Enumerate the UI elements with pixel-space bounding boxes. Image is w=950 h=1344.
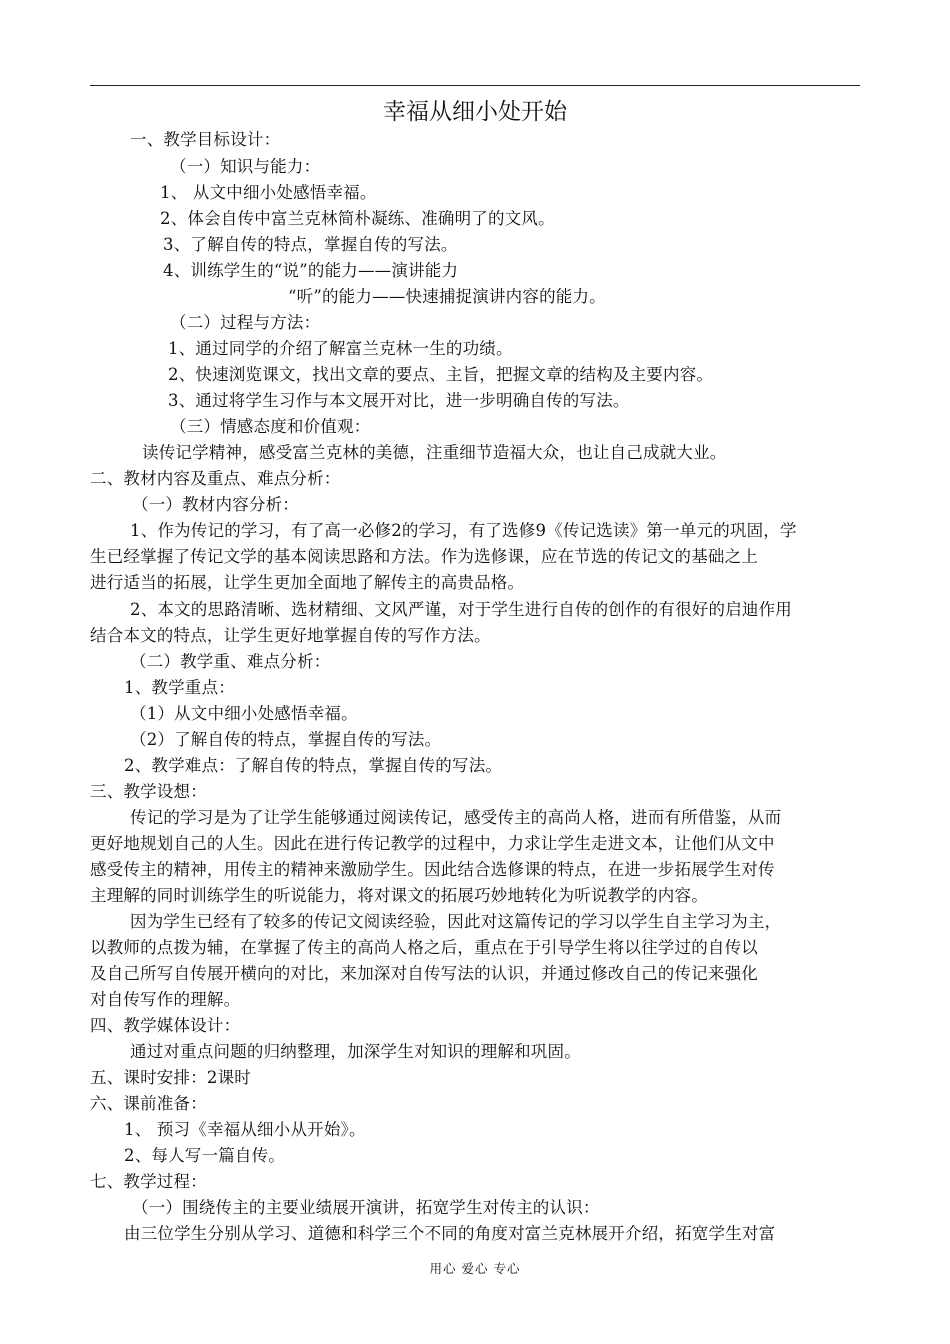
paragraph-line: 生已经掌握了传记文学的基本阅读思路和方法。作为选修课，应在节选的传记文的基础之上 <box>90 547 758 566</box>
paragraph-line: 由三位学生分别从学习、道德和科学三个不同的角度对富兰克林展开介绍，拓宽学生对富 <box>124 1224 776 1243</box>
page-footer: 用心 爱心 专心 <box>429 1261 521 1276</box>
list-item: 1、 预习《幸福从细小从开始》。 <box>124 1120 366 1139</box>
subsection-heading: （三）情感态度和价值观： <box>170 417 371 436</box>
header-rule <box>90 85 860 86</box>
paragraph-line: 对自传写作的理解。 <box>90 990 241 1009</box>
section-heading: 一、教学目标设计： <box>130 130 281 149</box>
section-heading: 六、课前准备： <box>90 1094 207 1113</box>
paragraph-line: 感受传主的精神，用传主的精神来激励学生。因此结合选修课的特点，在进一步拓展学生对传 <box>90 860 775 879</box>
list-item: （1）从文中细小处感悟幸福。 <box>130 704 358 723</box>
list-item: 2、快速浏览课文，找出文章的要点、主旨，把握文章的结构及主要内容。 <box>168 365 714 384</box>
document-title: 幸福从细小处开始 <box>383 99 567 125</box>
paragraph-line: 通过对重点问题的归纳整理，加深学生对知识的理解和巩固。 <box>130 1042 581 1061</box>
list-item: 1、教学重点： <box>124 678 235 697</box>
subsection-heading: （一）围绕传主的主要业绩展开演讲，拓宽学生对传主的认识： <box>132 1198 600 1217</box>
paragraph-line: 传记的学习是为了让学生能够通过阅读传记，感受传主的高尚人格，进而有所借鉴，从而 <box>130 808 782 827</box>
subsection-heading: （二）过程与方法： <box>170 313 321 332</box>
subsection-heading: （一）知识与能力： <box>170 157 321 176</box>
paragraph-line: 1、作为传记的学习，有了高一必修2的学习，有了选修9《传记选读》第一单元的巩固，学 <box>130 521 797 540</box>
section-heading: 五、课时安排：2课时 <box>90 1068 251 1087</box>
section-heading: 七、教学过程： <box>90 1172 207 1191</box>
paragraph-line: 以教师的点拨为辅，在掌握了传主的高尚人格之后，重点在于引导学生将以往学过的自传以 <box>90 938 758 957</box>
list-item: 3、通过将学生习作与本文展开对比，进一步明确自传的写法。 <box>168 391 630 410</box>
list-item: 2、体会自传中富兰克林简朴凝练、准确明了的文风。 <box>160 209 555 228</box>
paragraph-line: 结合本文的特点，让学生更好地掌握自传的写作方法。 <box>90 626 491 645</box>
subsection-heading: （二）教学重、难点分析： <box>130 652 331 671</box>
list-item-continuation: “听”的能力——快速捕捉演讲内容的能力。 <box>288 287 606 306</box>
paragraph-line: 2、本文的思路清晰、选材精细、文风严谨，对于学生进行自传的创作的有很好的启迪作用 <box>130 600 792 619</box>
paragraph-line: 更好地规划自己的人生。因此在进行传记教学的过程中，力求让学生走进文本，让他们从文中 <box>90 834 775 853</box>
subsection-heading: （一）教材内容分析： <box>132 495 299 514</box>
paragraph-line: 主理解的同时训练学生的听说能力，将对课文的拓展巧妙地转化为听说教学的内容。 <box>90 886 708 905</box>
paragraph-line: 读传记学精神，感受富兰克林的美德，注重细节造福大众，也让自己成就大业。 <box>142 443 727 462</box>
section-heading: 三、教学设想： <box>90 782 207 801</box>
list-item: 2、教学难点：了解自传的特点，掌握自传的写法。 <box>124 756 503 775</box>
list-item: 1、 从文中细小处感悟幸福。 <box>160 183 377 202</box>
list-item: （2）了解自传的特点，掌握自传的写法。 <box>130 730 442 749</box>
section-heading: 二、教材内容及重点、难点分析： <box>90 469 341 488</box>
paragraph-line: 及自己所写自传展开横向的对比，来加深对自传写法的认识，并通过修改自己的传记来强化 <box>90 964 758 983</box>
section-heading: 四、教学媒体设计： <box>90 1016 241 1035</box>
list-item: 2、每人写一篇自传。 <box>124 1146 285 1165</box>
list-item: 1、通过同学的介绍了解富兰克林一生的功绩。 <box>168 339 513 358</box>
paragraph-line: 进行适当的拓展，让学生更加全面地了解传主的高贵品格。 <box>90 573 525 592</box>
list-item: 3、了解自传的特点，掌握自传的写法。 <box>163 235 458 254</box>
paragraph-line: 因为学生已经有了较多的传记文阅读经验，因此对这篇传记的学习以学生自主学习为主， <box>130 912 782 931</box>
list-item: 4、训练学生的“说”的能力——演讲能力 <box>163 261 459 280</box>
